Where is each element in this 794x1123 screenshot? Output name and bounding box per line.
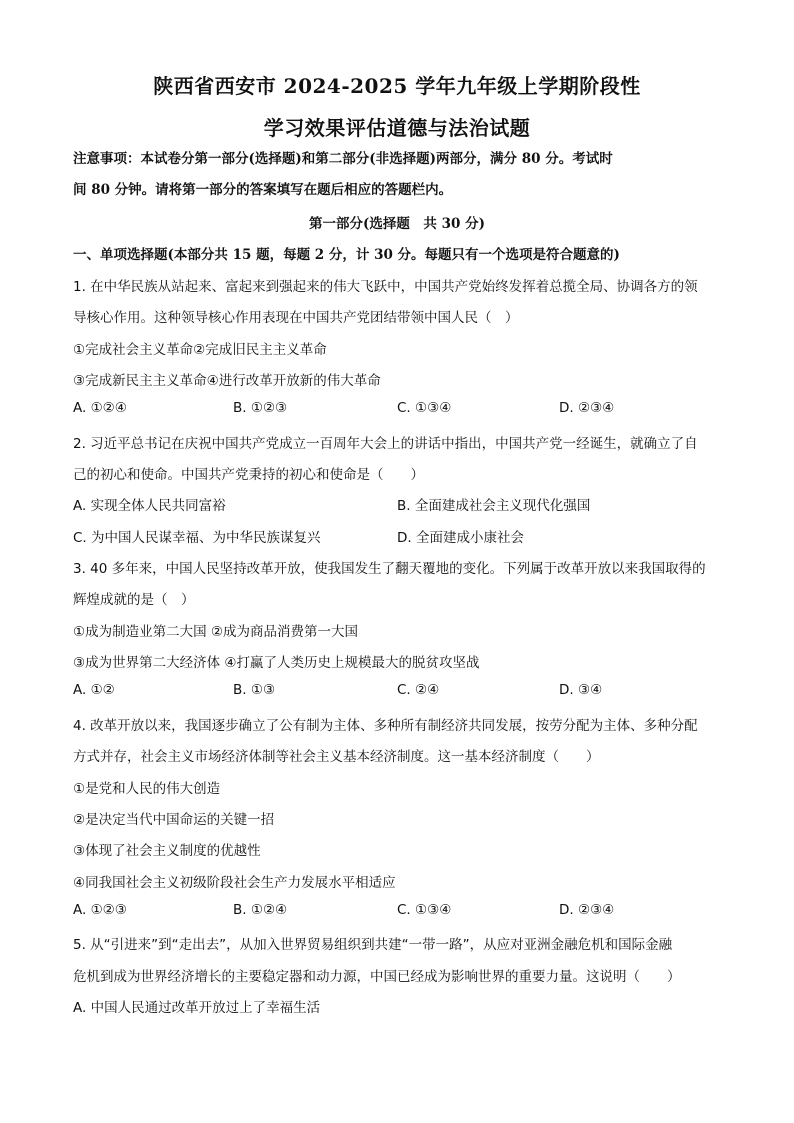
part1-heading: 第一部分(选择题 共 30 分) <box>309 216 485 232</box>
q4-item4: ④同我国社会主义初级阶段社会生产力发展水平相适应 <box>73 875 396 891</box>
q3-item2: ③成为世界第二大经济体 ④打赢了人类历史上规模最大的脱贫攻坚战 <box>73 655 480 671</box>
q1-option-d: D. ②③④ <box>559 400 615 416</box>
q4-option-a: A. ①②③ <box>73 902 127 918</box>
q3-option-d: D. ③④ <box>559 682 603 698</box>
q1-item2: ③完成新民主主义革命④进行改革开放新的伟大革命 <box>73 373 381 389</box>
q4-stem-line2: 方式并存，社会主义市场经济体制等社会主义基本经济制度。这一基本经济制度（ ） <box>73 749 600 765</box>
q2-option-c: C. 为中国人民谋幸福、为中华民族谋复兴 <box>73 530 321 546</box>
q4-item2: ②是决定当代中国命运的关键一招 <box>73 812 275 828</box>
notice <box>73 144 723 206</box>
q3-option-c: C. ②④ <box>397 682 440 698</box>
q2-option-b: B. 全面建成社会主义现代化强国 <box>397 498 591 514</box>
q4-option-c: C. ①③④ <box>397 902 452 918</box>
q2-option-d: D. 全面建成小康社会 <box>397 530 524 546</box>
q1-option-b: B. ①②③ <box>233 400 288 416</box>
notice-line2: 间 80 分钟。请将第一部分的答案填写在题后相应的答题栏内。 <box>73 182 453 198</box>
q3-item1: ①成为制造业第二大国 ②成为商品消费第一大国 <box>73 624 358 640</box>
q2-stem-line2: 己的初心和使命。中国共产党秉持的初心和使命是（ ） <box>73 467 424 483</box>
q2-option-a: A. 实现全体人民共同富裕 <box>73 498 226 514</box>
exam-title-line2: 学习效果评估道德与法治试题 <box>263 116 531 140</box>
section1-heading: 一、单项选择题(本部分共 15 题，每题 2 分，计 30 分。每题只有一个选项是符合题意的) <box>73 247 620 263</box>
q5-stem-line1: 5. 从“引进来”到“走出去”，从加入世界贸易组织到共建“一带一路”，从应对亚洲金融危机和国际金融 <box>73 937 673 953</box>
notice-line1: 注意事项：本试卷分第一部分(选择题)和第二部分(非选择题)两部分，满分 80 分。考试时 <box>73 151 613 167</box>
q1-stem-line1: 1. 在中华民族从站起来、富起来到强起来的伟大飞跃中，中国共产党始终发挥着总揽全局、协调各方的领 <box>73 279 698 295</box>
q4-item1: ①是党和人民的伟大创造 <box>73 781 221 797</box>
q3-option-b: B. ①③ <box>233 682 276 698</box>
q3-option-a: A. ①② <box>73 682 115 698</box>
q3-stem-line2: 辉煌成就的是（ ） <box>73 592 195 608</box>
q1-stem-line2: 导核心作用。这种领导核心作用表现在中国共产党团结带领中国人民（ ） <box>73 310 519 326</box>
q1-option-a: A. ①②④ <box>73 400 127 416</box>
q2-stem-line1: 2. 习近平总书记在庆祝中国共产党成立一百周年大会上的讲话中指出，中国共产党一经诞生，就确立了自 <box>73 436 698 452</box>
q4-option-d: D. ②③④ <box>559 902 615 918</box>
q3-stem-line1: 3. 40 多年来，中国人民坚持改革开放，使我国发生了翻天覆地的变化。下列属于改革开放以来我国取得的 <box>73 561 706 577</box>
q5-option-a: A. 中国人民通过改革开放过上了幸福生活 <box>73 1000 321 1016</box>
q4-item3: ③体现了社会主义制度的优越性 <box>73 843 261 859</box>
q5-stem-line2: 危机到成为世界经济增长的主要稳定器和动力源，中国已经成为影响世界的重要力量。这说明（ ） <box>73 969 681 985</box>
q4-option-b: B. ①②④ <box>233 902 288 918</box>
exam-title-line1: 陕西省西安市 2024-2025 学年九年级上学期阶段性 <box>153 74 641 98</box>
q1-option-c: C. ①③④ <box>397 400 452 416</box>
q4-stem-line1: 4. 改革开放以来，我国逐步确立了公有制为主体、多种所有制经济共同发展，按劳分配为主体、多种分配 <box>73 718 698 734</box>
q1-item1: ①完成社会主义革命②完成旧民主主义革命 <box>73 342 327 358</box>
